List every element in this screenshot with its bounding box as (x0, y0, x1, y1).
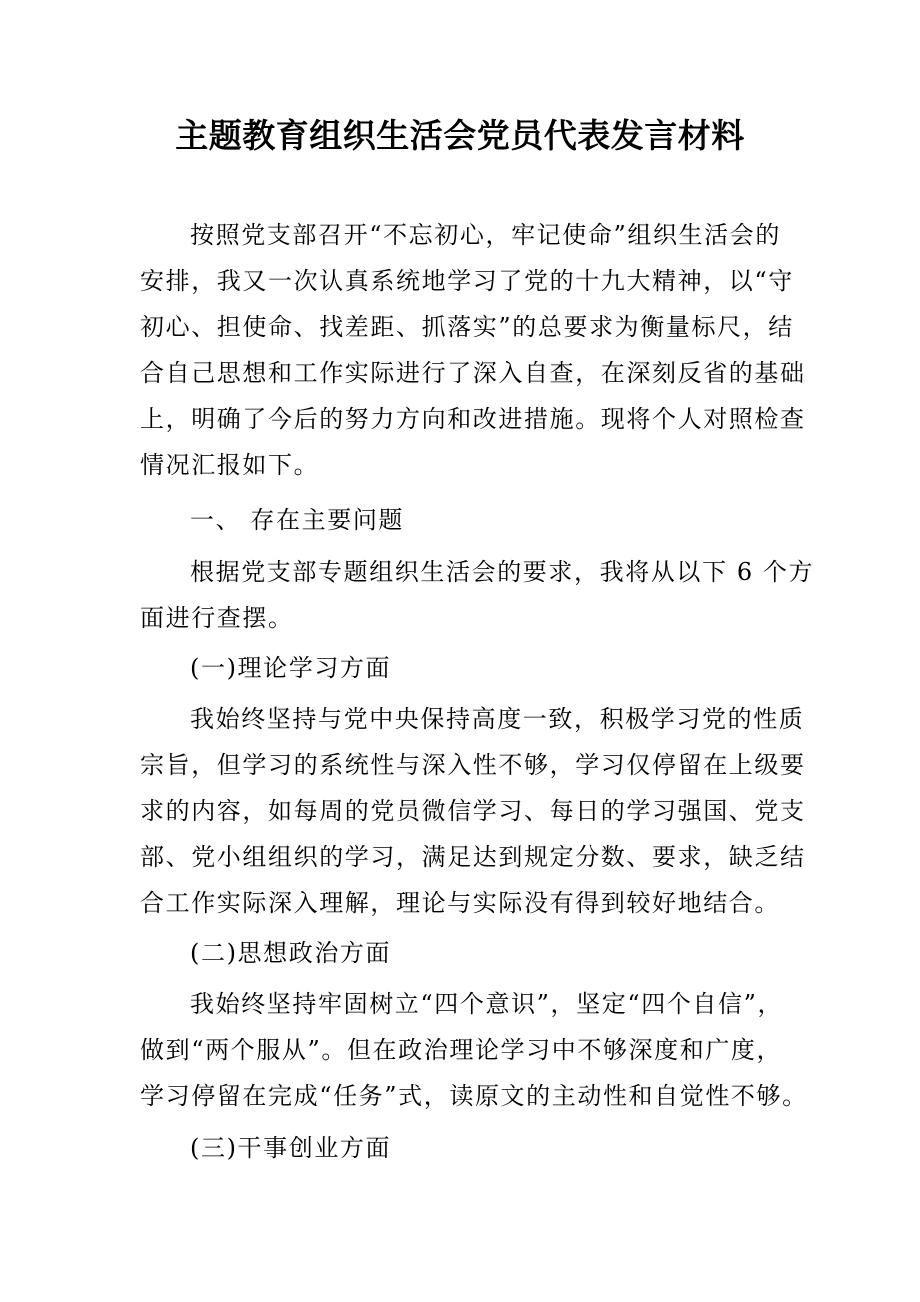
document-title: 主题教育组织生活会党员代表发言材料 (175, 116, 745, 155)
paragraph-intro-line-6: 情况汇报如下。 (140, 451, 320, 479)
paragraph-requirements-line-2: 面进行查摆。 (140, 604, 294, 632)
paragraph-theory-line-2: 宗旨，但学习的系统性与深入性不够，学习仅停留在上级要 (140, 751, 806, 779)
paragraph-theory-line-4: 部、党小组组织的学习，满足达到规定分数、要求，缺乏结 (140, 843, 806, 871)
paragraph-theory-line-3: 求的内容，如每周的党员微信学习、每日的学习强国、党支 (140, 797, 806, 825)
paragraph-theory-line-1: 我始终坚持与党中央保持高度一致，积极学习党的性质 (190, 705, 805, 733)
subheading-theory-study: (一)理论学习方面 (190, 654, 392, 682)
paragraph-intro-line-1: 按照党支部召开“不忘初心，牢记使命”组织生活会的 (190, 221, 781, 249)
section-heading-main-problems: 一、 存在主要问题 (190, 506, 405, 534)
paragraph-politics-line-2: 做到“两个服从”。但在政治理论学习中不够深度和广度， (140, 1036, 783, 1064)
paragraph-politics-line-1: 我始终坚持牢固树立“四个意识”，坚定“四个自信”， (190, 990, 784, 1018)
paragraph-intro-line-4: 合自己思想和工作实际进行了深入自查，在深刻反省的基础 (140, 359, 806, 387)
subheading-ideological-politics: (二)思想政治方面 (190, 939, 392, 967)
paragraph-intro-line-5: 上，明确了今后的努力方向和改进措施。现将个人对照检查 (140, 405, 806, 433)
subheading-entrepreneurship: (三)干事创业方面 (190, 1134, 392, 1162)
paragraph-intro-line-2: 安排，我又一次认真系统地学习了党的十九大精神，以“守 (140, 267, 794, 295)
paragraph-intro-line-3: 初心、担使命、找差距、抓落实”的总要求为衡量标尺，结 (140, 313, 794, 341)
paragraph-requirements-line-1: 根据党支部专题组织生活会的要求，我将从以下 6 个方 (190, 558, 815, 586)
paragraph-politics-line-3: 学习停留在完成“任务”式，读原文的主动性和自觉性不够。 (140, 1082, 808, 1110)
paragraph-theory-line-5: 合工作实际深入理解，理论与实际没有得到较好地结合。 (140, 889, 780, 917)
